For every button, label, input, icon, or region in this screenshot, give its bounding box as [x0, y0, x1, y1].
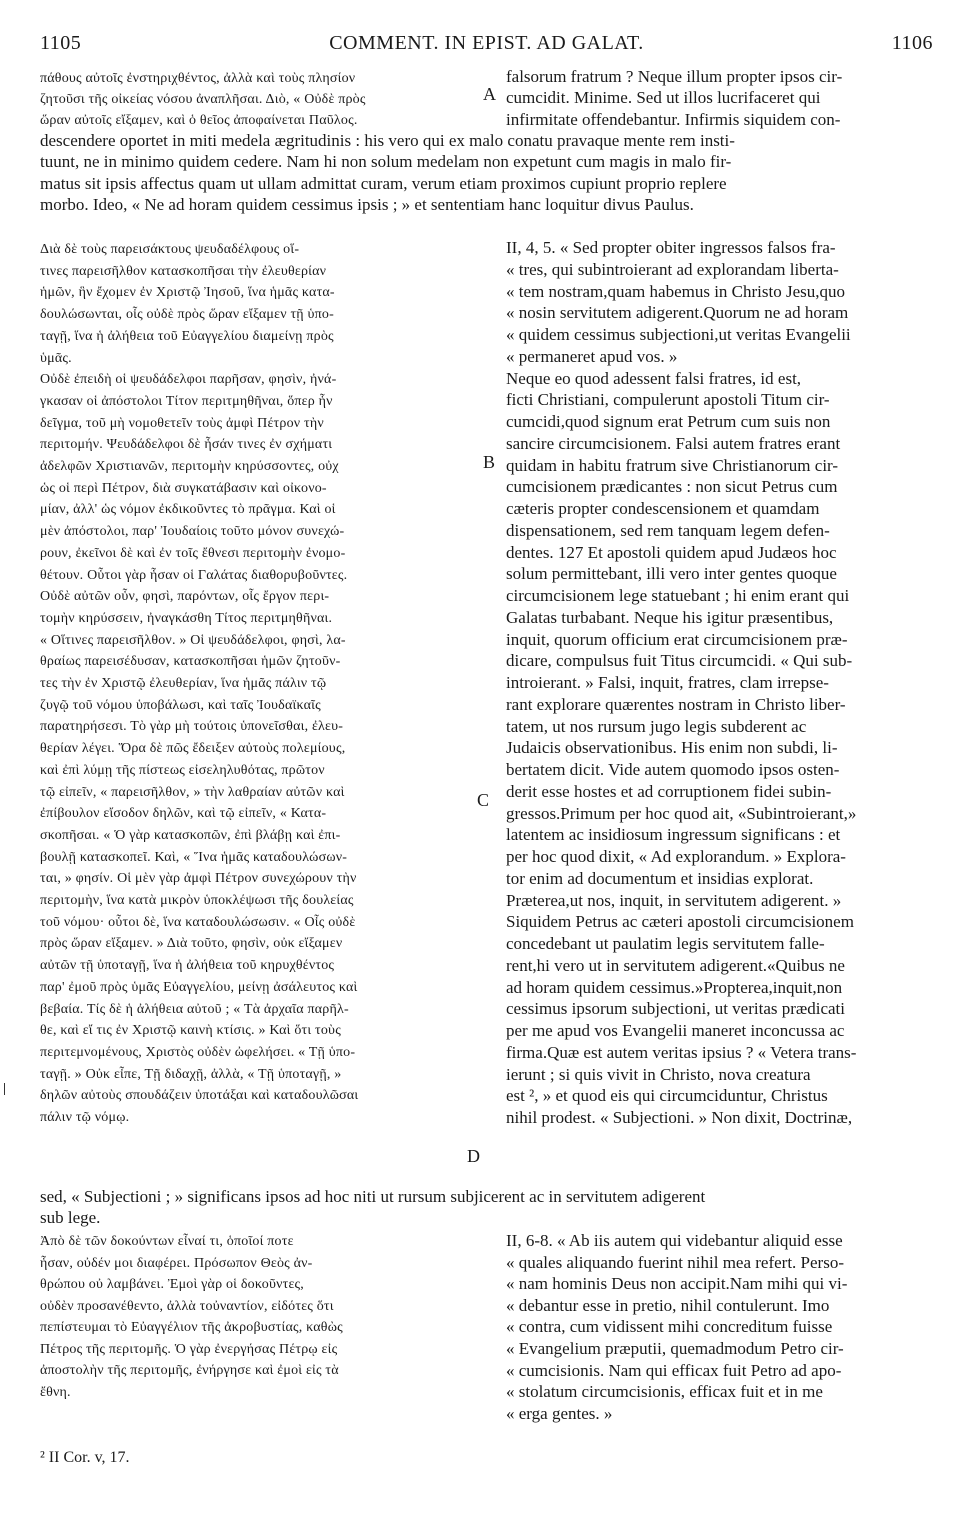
greek-line: παρ' ἐμοῦ πρὸς ὑμᾶς Εὐαγγελίου, μείνῃ ἀσάλευτος καὶ: [40, 980, 358, 995]
full-width-line: sub lege.: [40, 1208, 101, 1227]
full-width-line: tuunt, ne in minimo quidem cedere. Nam hi non solum medelam non expetunt cum magis in malo fir-: [40, 152, 732, 171]
greek-line: ἦσαν, οὐδέν μοι διαφέρει. Πρόσωπον Θεὸς ἀν-: [40, 1256, 313, 1271]
margin-marker-c: C: [477, 790, 490, 810]
greek-line: τομὴν κηρύσσειν, ἠναγκάσθη Τίτος περιτμηθῆναι.: [40, 611, 333, 626]
greek-line: περιτομήν. Ψευδάδελφοι δὲ ἦσάν τινες ἐν σχήματι: [40, 437, 333, 452]
left-page-number: 1105: [40, 32, 82, 54]
latin-line: Judaicis observationibus. His enim non subdi, li-: [506, 738, 838, 757]
margin-tick: [4, 1083, 5, 1095]
latin-line: « cumcisionis. Nam qui efficax fuit Petro ad apo-: [506, 1361, 842, 1380]
greek-line: τῷ εἰπεῖν, « παρεισῆλθον, » τὴν λαθραίαν αὐτῶν καὶ: [40, 785, 345, 800]
latin-line: « stolatum circumcisionis, efficax fuit et in me: [506, 1382, 823, 1401]
greek-line: ἡμῶν, ἣν ἔχομεν ἐν Χριστῷ Ἰησοῦ, ἵνα ἡμᾶς κατα-: [40, 285, 335, 300]
latin-line: per me apud vos Evangelii maneret inconcussa ac: [506, 1021, 845, 1040]
greek-line: πάλιν τῷ νόμῳ.: [40, 1110, 130, 1125]
greek-line: Διὰ δὲ τοὺς παρεισάκτους ψευδαδέλφους οἵ-: [40, 242, 300, 257]
greek-line: Πέτρος τῆς περιτομῆς. Ὁ γὰρ ἐνεργήσας Πέτρῳ εἰς: [40, 1342, 338, 1357]
latin-line: rent,hi vero ut in servitutem adigerent.«Quibus ne: [506, 956, 845, 975]
full-width-line: sed, « Subjectioni ; » significans ipsos ad hoc niti ut rursum subjicerent ac in servitutem adigerent: [40, 1187, 706, 1206]
greek-line: καὶ ἐπὶ λύμῃ τῆς πίστεως εἰσεληλυθότας, πρῶτον: [40, 763, 325, 778]
latin-line: concedebant ut paulatim legis servitutem falle-: [506, 934, 825, 953]
latin-line: « permaneret apud vos. »: [506, 347, 678, 366]
greek-line: ζυγῷ τοῦ νόμου ὑποβάλωσι, καὶ ταῖς Ἰουδαϊκαῖς: [40, 698, 321, 713]
latin-line: Galatas turbabant. Neque his igitur præsentibus,: [506, 608, 834, 627]
latin-line: « quales aliquando fuerint nihil mea refert. Perso-: [506, 1253, 844, 1272]
running-title: COMMENT. IN EPIST. AD GALAT.: [329, 32, 644, 54]
greek-line: θε, καὶ εἴ τις ἐν Χριστῷ καινὴ κτίσις. » Καὶ ὅτι τοὺς: [40, 1023, 341, 1038]
greek-line: πεπίστευμαι τὸ Εὐαγγέλιον τῆς ἀκροβυστίας, καθὼς: [40, 1320, 343, 1335]
greek-line: γκασαν οἱ ἀπόστολοι Τίτον περιτμηθῆναι, ὅπερ ἦν: [40, 394, 333, 409]
greek-line: αὐτῶν τῇ ὑποταγῇ, ἵνα ἡ ἀλήθεια τοῦ κηρυχθέντος: [40, 958, 335, 973]
latin-line: latentem ac insidiosum ingressum significans : et: [506, 825, 841, 844]
latin-line: « tres, qui subintroierant ad explorandam liberta-: [506, 260, 839, 279]
latin-line: ad horam quidem cessimus.»Propterea,inquit,non: [506, 978, 843, 997]
greek-line: παρατηρήσεσι. Τὸ γὰρ μὴ τούτοις ὑπονεῖσθαι, ἐλευ-: [40, 719, 344, 734]
greek-line: θρώπου οὐ λαμβάνει. Ἐμοὶ γὰρ οἱ δοκοῦντες,: [40, 1277, 304, 1292]
greek-line: ταγῇ, ἵνα ἡ ἀλήθεια τοῦ Εὐαγγελίου διαμείνῃ πρὸς: [40, 329, 334, 344]
latin-line: falsorum fratrum ? Neque illum propter ipsos cir-: [506, 67, 843, 86]
latin-line: est ², » et quod eis qui circumciduntur, Christus: [506, 1086, 828, 1105]
greek-line: περιτομὴν, ἵνα κατὰ μικρὸν ὑποκλέψωσι τῆς δουλείας: [40, 893, 354, 908]
latin-line: gressos.Primum per hoc quod ait, «Subintroierant,»: [506, 804, 857, 823]
footnote: ² II Cor. v, 17.: [40, 1449, 130, 1466]
greek-line: δηλῶν αὐτοὺς σπουδάζειν ὑποτάξαι καὶ καταδουλῶσαι: [40, 1088, 359, 1103]
greek-line: βεβαία. Τίς δὲ ἡ ἀλήθεια αὐτοῦ ; « Τὰ ἀρχαῖα παρῆλ-: [40, 1002, 349, 1017]
latin-line: ierunt ; si quis vivit in Christo, nova creatura: [506, 1065, 811, 1084]
latin-line: Præterea,ut nos, inquit, in servitutem adigerent. »: [506, 891, 842, 910]
latin-line: « tem nostram,quam habemus in Christo Jesu,quo: [506, 282, 846, 301]
latin-line: inquit, quorum officium erat circumcisionem præ-: [506, 630, 848, 649]
full-width-line: matus sit ipsis affectus quam ut ullam admittat curam, verum etiam proximos cupiunt proprio replere: [40, 174, 727, 193]
greek-line: Οὐδὲ ἐπειδὴ οἱ ψευδάδελφοι παρῆσαν, φησὶν, ἠνά-: [40, 372, 337, 387]
greek-line: σκοπῆσαι. « Ὁ γὰρ κατασκοπῶν, ἐπὶ βλάβῃ καὶ ἐπι-: [40, 828, 341, 843]
latin-line: cessimus ipsorum subjectioni, ut veritas prædicati: [506, 999, 846, 1018]
greek-line: ἀποστολὴν τῆς περιτομῆς, ἐνήργησε καὶ ἐμοὶ εἰς τὰ: [40, 1363, 339, 1378]
latin-line: bertatem dicit. Vide autem quomodo ipsos osten-: [506, 760, 840, 779]
latin-line: per hoc quod dixit, « Ad explorandum. » Explora-: [506, 847, 846, 866]
greek-line: ὑμᾶς.: [40, 351, 72, 366]
greek-line: μίαν, ἀλλ' ὡς νόμον ἐκδικοῦντες τὸ πρᾶγμα. Καὶ οἱ: [40, 502, 336, 517]
full-width-line: morbo. Ideo, « Ne ad horam quidem cessimus ipsis ; » et sententiam hanc loquitur divus Paulus.: [40, 195, 694, 214]
latin-line: tor enim ad documentum et insidias explorat.: [506, 869, 814, 888]
greek-line: θραίως παρεισέδυσαν, κατασκοπῆσαι ἡμῶν ζητοῦν-: [40, 654, 341, 669]
greek-line: ὥραν αὐτοῖς εἴξαμεν, καὶ ὁ θεῖος ἀποφαίνεται Παῦλος.: [40, 113, 358, 128]
full-width-line: descendere oportet in miti medela ægritudinis : his vero qui ex malo conatu pravaque mente rem insti-: [40, 131, 735, 150]
latin-line: dispensationem, sed rem tanquam legem defen-: [506, 521, 830, 540]
right-page-number: 1106: [891, 32, 933, 54]
latin-line: circumcisionem lege statuebant ; hi enim erant qui: [506, 586, 850, 605]
greek-line: ται, » φησίν. Οἱ μὲν γὰρ ἀμφὶ Πέτρον συνεχώρουν τὴν: [40, 871, 357, 886]
margin-marker-d: D: [467, 1146, 480, 1166]
greek-line: πάθους αὐτοῖς ἐνστηριχθέντος, ἀλλὰ καὶ τοὺς πλησίον: [40, 71, 356, 86]
latin-line: Neque eo quod adessent falsi fratres, id est,: [506, 369, 802, 388]
latin-line: nihil prodest. « Subjectioni. » Non dixit, Doctrinæ,: [506, 1108, 853, 1127]
greek-line: τοῦ νόμου· οὗτοι δὲ, ἵνα καταδουλώσωσιν. « Οἷς οὐδὲ: [40, 915, 356, 930]
greek-line: πρὸς ὥραν εἴξαμεν. » Διὰ τοῦτο, φησὶν, οὐκ εἴξαμεν: [40, 936, 343, 951]
greek-line: οὐδὲν προσανέθεντο, ἀλλὰ τοὐναντίον, εἰδότες ὅτι: [40, 1299, 334, 1314]
greek-line: τες τὴν ἐν Χριστῷ ἐλευθερίαν, ἵνα ἡμᾶς πάλιν τῷ: [40, 676, 327, 691]
margin-marker-b: B: [483, 452, 496, 472]
greek-line: μὲν ἀπόστολοι, παρ' Ἰουδαίοις τοῦτο μόνον συνεχώ-: [40, 524, 345, 539]
latin-line: ficti Christiani, compulerunt apostoli Titum cir-: [506, 390, 830, 409]
latin-line: infirmitate offendebantur. Infirmis siquidem con-: [506, 110, 841, 129]
latin-line: « Evangelium præputii, quemadmodum Petro cir-: [506, 1339, 844, 1358]
latin-line: Siquidem Petrus ac cæteri apostoli circumcisionem: [506, 912, 854, 931]
latin-line: II, 4, 5. « Sed propter obiter ingressos falsos fra-: [506, 238, 836, 257]
latin-line: « contra, cum vidissent mihi concreditum fuisse: [506, 1317, 833, 1336]
greek-line: ταγῇ. » Οὐκ εἶπε, Τῇ διδαχῇ, ἀλλὰ, « Τῇ ὑποταγῇ, »: [40, 1067, 342, 1082]
latin-line: cumcidit. Minime. Sed ut illos lucrifaceret qui: [506, 88, 821, 107]
latin-line: « erga gentes. »: [506, 1404, 613, 1423]
latin-line: « debantur esse in pretio, nihil contulerunt. Imo: [506, 1296, 830, 1315]
greek-line: δουλώσωνται, οἷς οὐδὲ πρὸς ὥραν εἴξαμεν τῇ ὑπο-: [40, 307, 334, 322]
latin-line: sancire circumcisionem. Falsi autem fratres erant: [506, 434, 841, 453]
latin-line: II, 6-8. « Ab iis autem qui videbantur aliquid esse: [506, 1231, 843, 1250]
greek-line: ἐπίβουλον εἴσοδον δηλῶν, καὶ τῷ εἰπεῖν, « Κατα-: [40, 806, 327, 821]
latin-line: tatem, ut nos rursum jugo legis subderent ac: [506, 717, 807, 736]
latin-line: cæteris propter condescensionem et quamdam: [506, 499, 820, 518]
latin-line: « nosin servitutem adigerent.Quorum ne ad horam: [506, 303, 849, 322]
latin-line: « nam hominis Deus non accipit.Nam mihi qui vi-: [506, 1274, 848, 1293]
greek-line: θερίαν λέγει. Ὅρα δὲ πῶς ἔδειξεν αὐτοὺς πολεμίους,: [40, 741, 346, 756]
latin-line: dentes. 127 Et apostoli quidem apud Judæos hoc: [506, 543, 837, 562]
greek-line: δεῖγμα, τοῦ μὴ νομοθετεῖν τοὺς ἀμφὶ Πέτρον τὴν: [40, 416, 324, 431]
greek-line: ρουν, ἐκεῖνοι δὲ καὶ ἐν τοῖς ἔθνεσι περιτομὴν ἐνομο-: [40, 546, 346, 561]
greek-line: ἀδελφῶν Χριστιανῶν, περιτομὴν κηρύσσοντες, οὐχ: [40, 459, 339, 474]
greek-line: ὡς οἱ περὶ Πέτρον, διὰ συγκατάβασιν καὶ οἰκονο-: [40, 481, 327, 496]
latin-line: firma.Quæ est autem veritas ipsius ? « Vetera trans-: [506, 1043, 857, 1062]
latin-line: derit esse hostes et ad corruptionem fidei subin-: [506, 782, 832, 801]
greek-line: Οὐδὲ αὐτῶν οὖν, φησὶ, παρόντων, οἷς ἔργον περι-: [40, 589, 330, 604]
latin-line: rant explorare quærentes nostram in Christo liber-: [506, 695, 846, 714]
greek-line: ζητοῦσι τῆς οἰκείας νόσου ἀναπλῆσαι. Διὸ, « Οὐδὲ πρὸς: [40, 92, 366, 107]
greek-line: θέτουν. Οὗτοι γὰρ ἦσαν οἱ Γαλάτας διαθορυβοῦντες.: [40, 568, 348, 583]
latin-line: introierant. » Falsi, inquit, fratres, clam irrepse-: [506, 673, 829, 692]
latin-line: quidam in habitu fratrum sive Christianorum cir-: [506, 456, 839, 475]
greek-line: Ἀπὸ δὲ τῶν δοκούντων εἶναί τι, ὁποῖοί ποτε: [40, 1234, 294, 1249]
greek-line: περιτεμνομένους, Χριστὸς οὐδὲν ὠφελήσει. « Τῇ ὑπο-: [40, 1045, 356, 1060]
latin-line: cumcisionem prædicantes : non sicut Petrus cum: [506, 477, 838, 496]
greek-line: βουλῇ κατασκοπεῖ. Καὶ, « Ἵνα ἡμᾶς καταδουλώσων-: [40, 850, 348, 865]
latin-line: solum permittebant, illi vero inter gentes quoque: [506, 564, 837, 583]
latin-line: dicare, compulsus fuit Titus circumcidi. « Qui sub-: [506, 651, 853, 670]
margin-marker-a: A: [483, 84, 496, 104]
running-header: [40, 32, 933, 58]
greek-line: « Οἵτινες παρεισῆλθον. » Οἱ ψευδάδελφοι, φησὶ, λα-: [40, 633, 346, 648]
greek-line: ἔθνη.: [40, 1385, 71, 1400]
latin-line: cumcidi,quod signum erat Petrum cum suis non: [506, 412, 831, 431]
latin-line: « quidem cessimus subjectioni,ut veritas Evangelii: [506, 325, 851, 344]
greek-line: τινες παρεισῆλθον κατασκοπῆσαι τὴν ἐλευθερίαν: [40, 264, 327, 279]
